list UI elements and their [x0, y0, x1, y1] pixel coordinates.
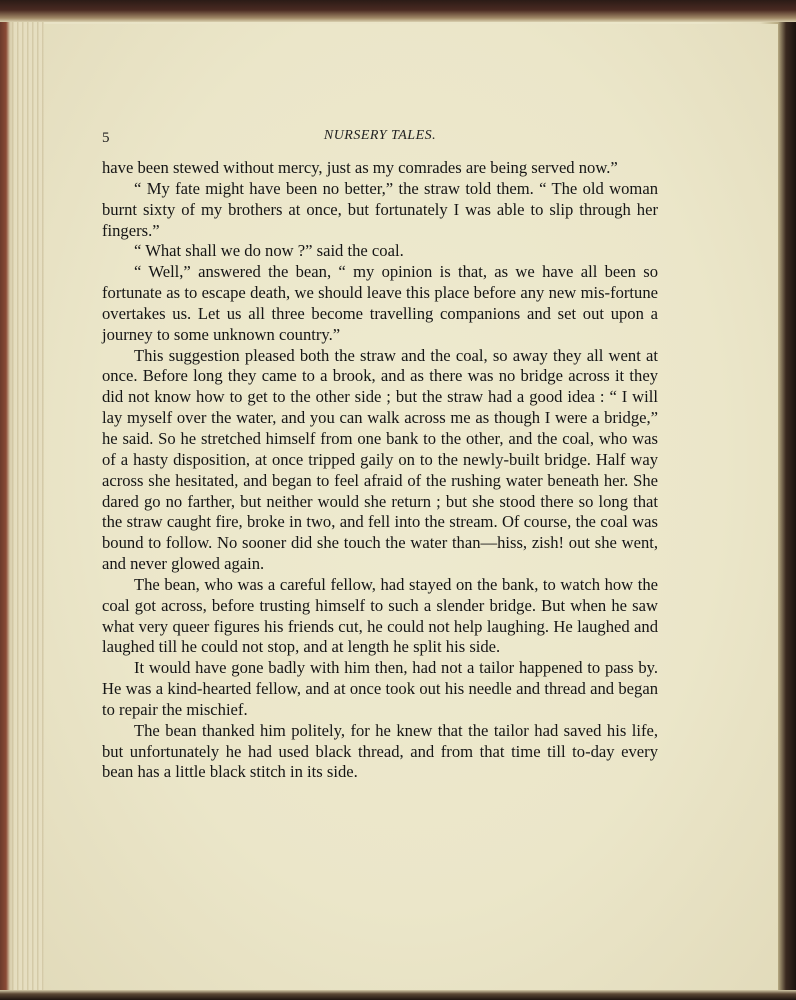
paragraph: This suggestion pleased both the straw and the coal, so away they all went at once. Before long they came to a brook, and as there was no bridge across it they did not know how to get to the other side ; but the straw had a good idea : “ I will lay myself over the water, and you can walk across me as though I were a bridge,” he said. So he stretched himself from one bank to the other, and the coal, who was of a hasty disposition, at once tripped gaily on to the newly-built bridge. Half way across she hesitated, and began to feel afraid of the rushing water beneath her. She dared go no farther, but neither would she return ; but she stood there so long that the straw caught fire, broke in two, and fell into the stream. Of course, the coal was bound to follow. No sooner did she touch the water than—hiss, zish! out she went, and never glowed again. — [102, 345, 658, 574]
paragraph: “ Well,” answered the bean, “ my opinion is that, as we have all been so fortunate as to escape death, we should leave this place before any new mis-fortune overtakes us. Let us all three become travelling companions and set out upon a journey to some unknown country.” — [102, 262, 658, 344]
paragraph: “ What shall we do now ?” said the coal. — [134, 241, 404, 261]
paragraph: The bean, who was a careful fellow, had stayed on the bank, to watch how the coal got across, before trusting himself to such a slender bridge. But when he saw what very queer figures his friends cut, he could not help laughing. He laughed and laughed till he could not stop, and at length he split his side. — [102, 574, 658, 657]
paragraph: “ My fate might have been no better,” the straw told them. “ The old woman burnt sixty of my brothers at once, but fortunately I was able to slip through her fingers.” — [102, 178, 658, 240]
book-top-edge — [0, 0, 796, 22]
running-head-title: NURSERY TALES. — [323, 128, 437, 143]
page-stack-edges — [12, 22, 44, 990]
running-head — [102, 126, 658, 150]
paragraph: It would have gone badly with him then, had not a tailor happened to pass by. He was a kind-hearted fellow, and at once took out his needle and thread and began to repair the mischief. — [102, 658, 658, 719]
paragraph-continued: have been stewed without mercy, just as my comrades are being served now.” — [102, 158, 618, 177]
paragraph: The bean thanked him politely, for he knew that the tailor had saved his life, but unfortunately he had used black thread, and from that time till to-day every bean has a little black stitch in its side. — [102, 720, 658, 782]
story-text — [102, 158, 658, 783]
book-bottom-edge — [0, 990, 796, 1000]
page-number: 5 — [102, 130, 110, 146]
